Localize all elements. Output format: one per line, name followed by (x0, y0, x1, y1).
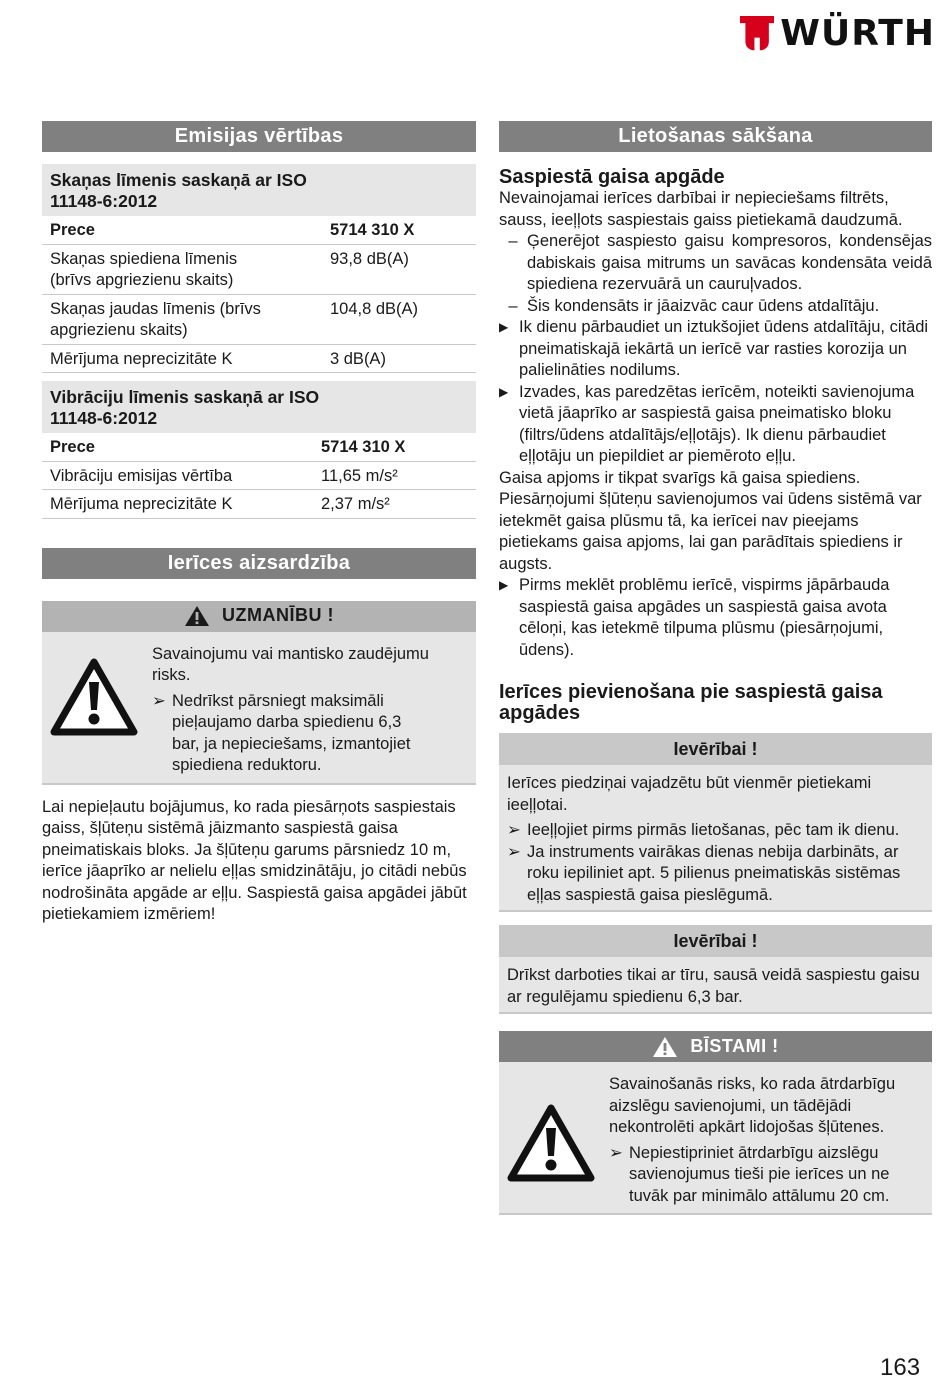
warning-triangle-icon (507, 1104, 595, 1182)
right-column (499, 121, 932, 1215)
row-label: Vibrāciju emisijas vērtība (50, 466, 233, 485)
row-value: 2,37 m/s² (321, 495, 390, 513)
caution-text: Savainojumu vai mantisko zaudējumu risks. (152, 644, 429, 684)
row-label: Mērījuma neprecizitāte K (50, 349, 233, 368)
danger-label: BĪSTAMI ! (690, 1035, 779, 1056)
chevron-bullet-icon: ➢ (507, 821, 521, 839)
chevron-bullet-icon: ➢ (152, 691, 166, 710)
danger-body (499, 1062, 932, 1215)
wurth-logo (740, 12, 935, 56)
table-row (42, 490, 476, 519)
row-label: Skaņas spiediena līmenis (brīvs apgriezienu skaits) (50, 249, 238, 289)
caution-bullet-text: Nedrīkst pārsniegt maksimāli pieļaujamo darba spiedienu 6,3 bar, ja nepieciešams, izmantojiet spiediena reduktoru. (172, 691, 411, 774)
sound-table (42, 164, 476, 373)
protection-section-title: Ierīces aizsardzība (42, 548, 476, 579)
note-bullet-text: Ja instruments vairākas dienas nebija darbināts, ar roku iepiliniet apt. 5 pilienus pneimatiskās sistēmas eļļas saspiestā gaisa pieslēgumā. (527, 842, 901, 904)
list-item (499, 296, 932, 318)
danger-header (499, 1031, 932, 1062)
list-item (507, 842, 924, 907)
dash-item-text: Šis kondensāts ir jāaizvāc caur ūdens atdalītāju. (527, 296, 880, 315)
note-body (499, 765, 932, 912)
note-box-1 (499, 733, 932, 912)
note-header: Ievērībai ! (499, 733, 932, 765)
vibration-table (42, 381, 476, 519)
list-item (152, 691, 468, 777)
product-label: Prece (50, 221, 95, 239)
product-label: Prece (50, 438, 95, 456)
note-box-2 (499, 925, 932, 1014)
danger-bullet-text: Nepiestipriniet ātrdarbīgu aizslēgu savienojumus tieši pie ierīces un ne tuvāk par minimālo attālumu 20 cm. (629, 1143, 890, 1205)
warning-triangle-icon (652, 1036, 678, 1058)
sound-table-heading: Skaņas līmenis saskaņā ar ISO 11148-6:2012 (42, 164, 476, 216)
caution-label: UZMANĪBU ! (222, 605, 334, 626)
note-text: Ierīces piedziņai vajadzētu būt vienmēr pietiekami ieeļļotai. (507, 774, 872, 814)
table-row (42, 345, 476, 374)
left-column (42, 121, 476, 926)
emissions-section-title: Emisijas vērtības (42, 121, 476, 152)
row-label: Mērījuma neprecizitāte K (50, 495, 233, 513)
warning-triangle-icon (184, 605, 210, 627)
note-bullet-text: Ieeļļojiet pirms pirmās lietošanas, pēc tam ik dienu. (527, 821, 900, 839)
list-item (499, 382, 932, 468)
danger-text-block (609, 1074, 924, 1207)
action-item-text: Ik dienu pārbaudiet un iztukšojiet ūdens atdalītāju, citādi pneimatiskajā iekārtā un ierīcē var rasties korozija un palielināties nodilums. (519, 318, 929, 379)
volume-text: Gaisa apjoms ir tikpat svarīgs kā gaisa spiediens. Piesārņojumi šļūteņu savienojumos vai ūdens sistēmā var ietekmēt gaisa plūsmu tā, ka ierīcei nav pieejams pietiekams gaisa apjoms, lai gan parādītais spiediens ir augsts. (499, 468, 922, 573)
page-number: 163 (880, 1354, 921, 1381)
caution-big-icon (50, 644, 152, 777)
danger-text: Savainošanās risks, ko rada ātrdarbīgu aizslēgu savienojumi, un tādējādi nekontrolēti apkārt lidojošas šļūtenes. (609, 1075, 896, 1136)
caution-header (42, 601, 476, 632)
product-value: 5714 310 X (330, 221, 415, 239)
list-item (507, 820, 924, 842)
supply-heading: Saspiestā gaisa apgāde (499, 166, 725, 188)
row-value: 3 dB(A) (330, 349, 386, 368)
caution-body (42, 632, 476, 785)
connect-heading: Ierīces pievienošana pie saspiestā gaisa apgādes (499, 681, 883, 724)
vibration-product-row (42, 433, 476, 462)
danger-big-icon (507, 1074, 609, 1207)
row-value: 93,8 dB(A) (330, 249, 409, 268)
product-value: 5714 310 X (321, 438, 406, 456)
sound-product-row (42, 216, 476, 245)
row-label: Skaņas jaudas līmenis (brīvs apgriezienu skaits) (50, 299, 261, 339)
note-text: Drīkst darboties tikai ar tīru, sausā veidā saspiestu gaisu ar regulējamu spiedienu 6,3 bar. (507, 966, 920, 1006)
chevron-bullet-icon: ➢ (507, 842, 521, 861)
logo-wordmark: WÜRTH (780, 13, 935, 54)
vibration-table-heading: Vibrāciju līmenis saskaņā ar ISO 11148-6:2012 (42, 381, 476, 433)
action-item-text: Izvades, kas paredzētas ierīcēm, noteikti savienojuma vietā jāaprīko ar saspiestā gaisa pneimatisko bloku (filtrs/ūdens atdalītājs/eļļotājs). Ik dienu pārbaudiet eļļotāju un piepildiet ar piemēroto eļļu. (519, 382, 915, 465)
list-item (499, 575, 932, 661)
protection-body-text: Lai nepieļautu bojājumus, ko rada piesārņots saspiestais gaiss, šļūteņu sistēmā jāizmanto saspiestā gaisa pneimatiskais bloks. Ja šļūteņu garums pārsniedz 10 m, ierīce jāaprīko ar nelielu eļļas smidzinātāju, jo citādi nebūs nodrošināta apgāde ar eļļu. Saspiestā gaisa apgādei jābūt pietiekamiem izmēriem! (42, 797, 467, 923)
table-row (42, 295, 476, 345)
table-row (42, 462, 476, 491)
warning-triangle-icon (50, 658, 138, 736)
wurth-emblem-icon (740, 14, 774, 54)
row-value: 11,65 m/s² (321, 466, 398, 485)
list-item (499, 317, 932, 382)
table-row (42, 245, 476, 295)
dash-bullet: – (508, 296, 518, 315)
dash-item-text: Ģenerējot saspiesto gaisu kompresoros, kondensējas dabiskais gaisa mitrums un savācas kondensāta veidā spiediena rezervuārā un cauruļvados. (527, 232, 932, 293)
triangle-bullet-icon: ▶ (499, 578, 509, 592)
action-item-text: Pirms meklēt problēmu ierīcē, vispirms jāpārbauda saspiestā gaisa apgādes un saspiestā gaisa avota cēloņi, kas ietekmē tilpuma plūsmu (piesārņojumi, ūdens). (519, 576, 890, 659)
list-item (609, 1143, 924, 1208)
dash-bullet: – (508, 232, 518, 250)
caution-box (42, 601, 476, 785)
start-section-title: Lietošanas sākšana (499, 121, 932, 152)
triangle-bullet-icon: ▶ (499, 320, 509, 334)
chevron-bullet-icon: ➢ (609, 1143, 623, 1162)
row-value: 104,8 dB(A) (330, 299, 419, 318)
note-body (499, 957, 932, 1014)
list-item (499, 231, 932, 296)
triangle-bullet-icon: ▶ (499, 384, 509, 399)
note-header: Ievērībai ! (499, 925, 932, 957)
caution-text-block (152, 644, 468, 777)
supply-intro: Nevainojamai ierīces darbībai ir nepieciešams filtrēts, sauss, ieeļļots saspiestais gaiss pietiekamā daudzumā. (499, 189, 903, 229)
danger-box (499, 1031, 932, 1215)
